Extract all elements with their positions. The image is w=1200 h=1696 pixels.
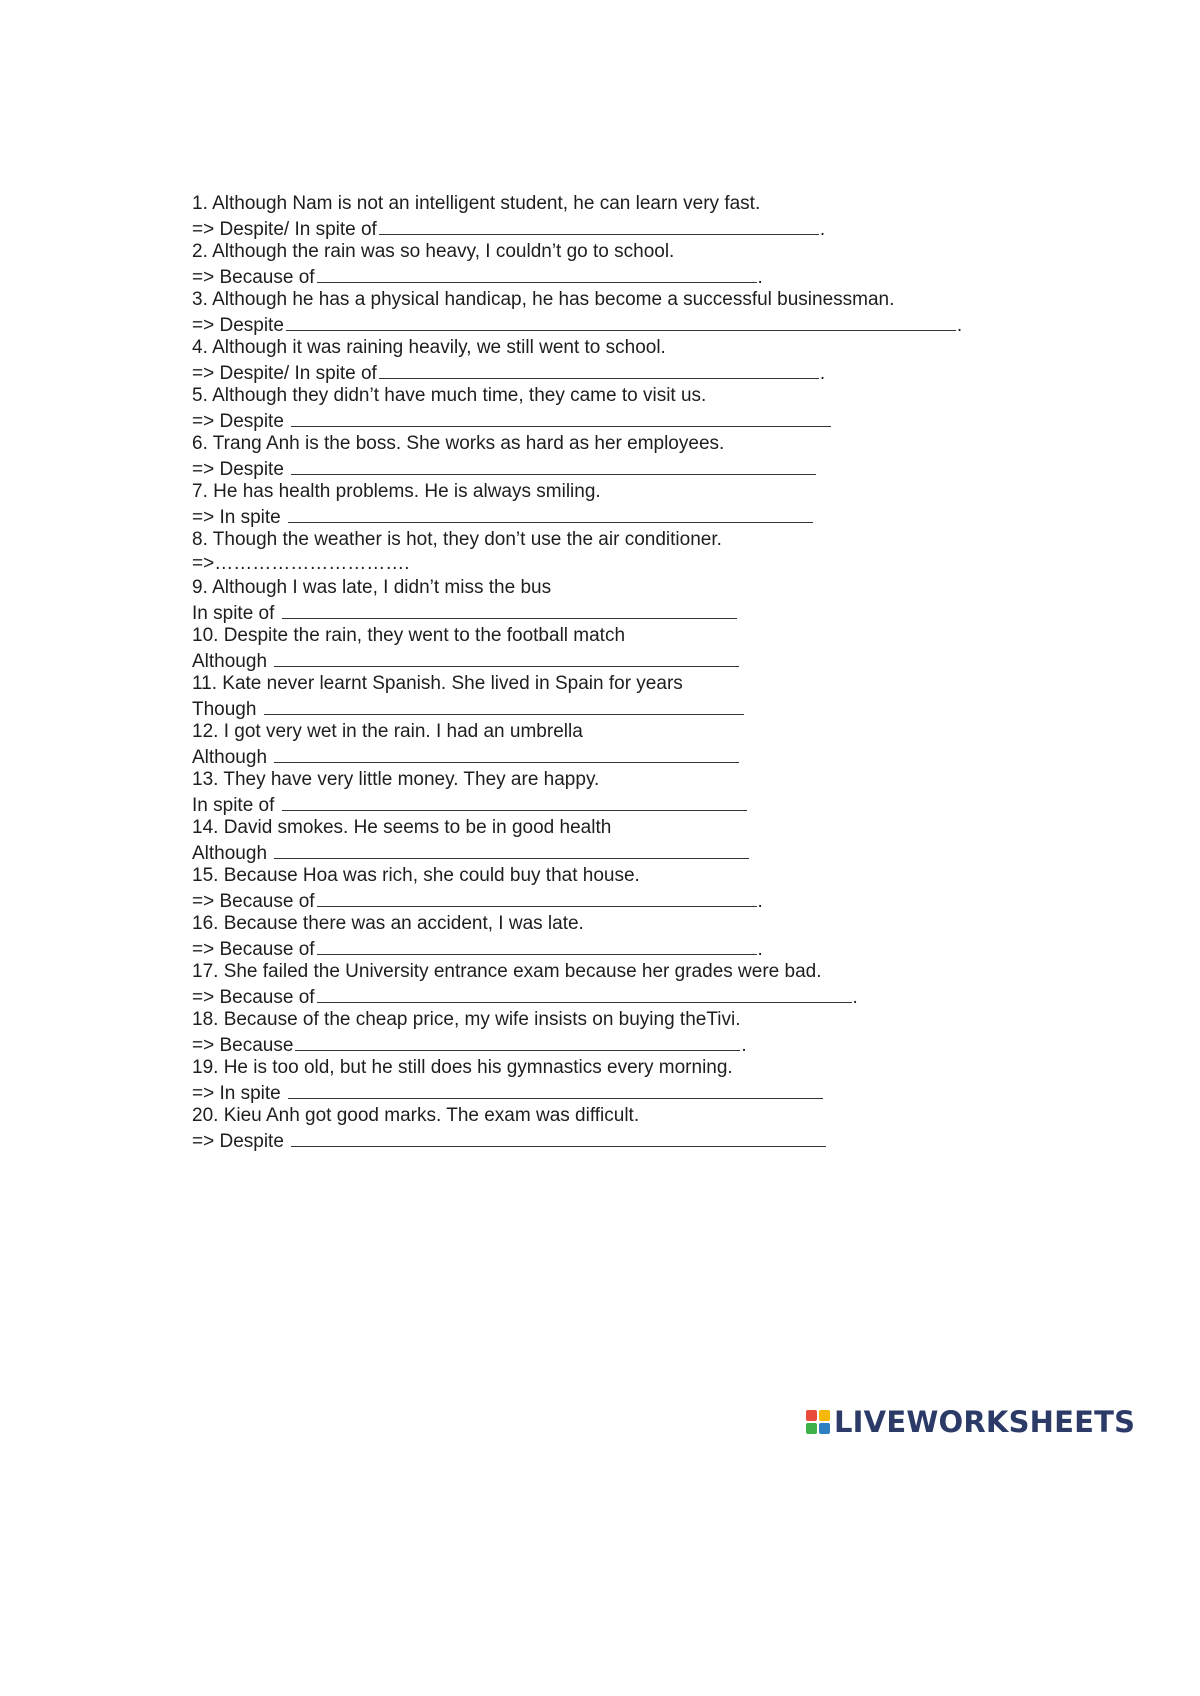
answer-prefix: Though [192, 699, 262, 720]
answer-period: . [819, 219, 826, 240]
answer-line-6 [192, 456, 992, 480]
answer-line-9 [192, 600, 992, 624]
answer-blank-17[interactable] [317, 984, 852, 1003]
answer-line-20 [192, 1128, 992, 1152]
answer-prefix: => Despite/ In spite of [192, 219, 377, 240]
answer-blank-9[interactable] [282, 600, 737, 619]
question-3: 3. Although he has a physical handicap, he has become a successful businessman. [192, 289, 895, 310]
answer-period: . [757, 939, 763, 960]
answer-period: . [956, 315, 963, 336]
answer-prefix: => Because of [192, 891, 315, 912]
answer-prefix: => Because [192, 1035, 294, 1056]
answer-prefix: Although [192, 747, 273, 768]
answer-prefix: In spite of [192, 603, 280, 624]
question-13: 13. They have very little money. They are happy. [192, 769, 600, 790]
answer-blank-2[interactable] [317, 264, 757, 283]
answer-period: . [819, 363, 826, 384]
answer-blank-18[interactable] [295, 1032, 740, 1051]
answer-prefix: =>…………………………. [192, 553, 410, 574]
question-9: 9. Although I was late, I didn’t miss the bus [192, 577, 552, 598]
question-6: 6. Trang Anh is the boss. She works as hard as her employees. [192, 433, 725, 454]
answer-blank-13[interactable] [282, 792, 747, 811]
answer-line-13 [192, 792, 992, 816]
answer-period: . [741, 1035, 747, 1056]
answer-line-2 [192, 264, 992, 288]
answer-prefix: => In spite [192, 507, 287, 528]
answer-line-11 [192, 696, 992, 720]
question-17: 17. She failed the University entrance exam because her grades were bad. [192, 961, 822, 982]
question-16: 16. Because there was an accident, I was late. [192, 913, 584, 934]
answer-line-1 [192, 216, 992, 240]
question-4: 4. Although it was raining heavily, we still went to school. [192, 337, 666, 358]
answer-blank-6[interactable] [291, 456, 816, 475]
answer-blank-5[interactable] [291, 408, 831, 427]
answer-period: . [757, 267, 763, 288]
liveworksheets-logo [806, 1406, 1135, 1438]
question-11: 11. Kate never learnt Spanish. She lived in Spain for years [192, 673, 683, 694]
logo-text: LIVEWORKSHEETS [834, 1405, 1136, 1439]
answer-blank-14[interactable] [274, 840, 749, 859]
question-20: 20. Kieu Anh got good marks. The exam was difficult. [192, 1105, 640, 1126]
answer-line-5 [192, 408, 992, 432]
answer-blank-1[interactable] [379, 216, 819, 235]
answer-blank-19[interactable] [288, 1080, 823, 1099]
question-14: 14. David smokes. He seems to be in good health [192, 817, 612, 838]
answer-blank-15[interactable] [317, 888, 757, 907]
question-10: 10. Despite the rain, they went to the football match [192, 625, 626, 646]
answer-blank-7[interactable] [288, 504, 813, 523]
answer-line-14 [192, 840, 992, 864]
answer-line-10 [192, 648, 992, 672]
answer-blank-16[interactable] [317, 936, 757, 955]
answer-prefix: => In spite [192, 1083, 287, 1104]
answer-blank-3[interactable] [286, 312, 956, 331]
answer-line-3 [192, 312, 992, 336]
answer-period: . [757, 891, 763, 912]
answer-blank-20[interactable] [291, 1128, 826, 1147]
question-18: 18. Because of the cheap price, my wife insists on buying theTivi. [192, 1009, 741, 1030]
answer-prefix: => Because of [192, 987, 315, 1008]
question-8: 8. Though the weather is hot, they don’t use the air conditioner. [192, 529, 722, 550]
answer-prefix: => Despite [192, 459, 290, 480]
answer-prefix: Although [192, 651, 273, 672]
answer-line-18 [192, 1032, 992, 1056]
answer-prefix: => Because of [192, 267, 315, 288]
answer-line-15 [192, 888, 992, 912]
answer-period: . [852, 987, 858, 1008]
question-2: 2. Although the rain was so heavy, I couldn’t go to school. [192, 241, 675, 262]
question-5: 5. Although they didn’t have much time, they came to visit us. [192, 385, 707, 406]
question-12: 12. I got very wet in the rain. I had an umbrella [192, 721, 583, 742]
answer-line-8 [192, 552, 992, 576]
answer-prefix: In spite of [192, 795, 280, 816]
answer-blank-10[interactable] [274, 648, 739, 667]
worksheet [192, 192, 992, 1152]
answer-blank-12[interactable] [274, 744, 739, 763]
answer-blank-4[interactable] [379, 360, 819, 379]
liveworksheets-logo-icon [806, 1410, 830, 1434]
question-7: 7. He has health problems. He is always smiling. [192, 481, 601, 502]
answer-line-4 [192, 360, 992, 384]
answer-prefix: => Despite [192, 1131, 290, 1152]
answer-prefix: => Despite/ In spite of [192, 363, 377, 384]
answer-prefix: => Despite [192, 315, 284, 336]
answer-line-7 [192, 504, 992, 528]
answer-blank-11[interactable] [264, 696, 744, 715]
answer-prefix: => Because of [192, 939, 315, 960]
question-19: 19. He is too old, but he still does his gymnastics every morning. [192, 1057, 733, 1078]
answer-line-19 [192, 1080, 992, 1104]
answer-line-12 [192, 744, 992, 768]
question-15: 15. Because Hoa was rich, she could buy that house. [192, 865, 640, 886]
answer-line-16 [192, 936, 992, 960]
answer-prefix: => Despite [192, 411, 290, 432]
question-1: 1. Although Nam is not an intelligent student, he can learn very fast. [192, 193, 761, 214]
answer-line-17 [192, 984, 992, 1008]
answer-prefix: Although [192, 843, 273, 864]
